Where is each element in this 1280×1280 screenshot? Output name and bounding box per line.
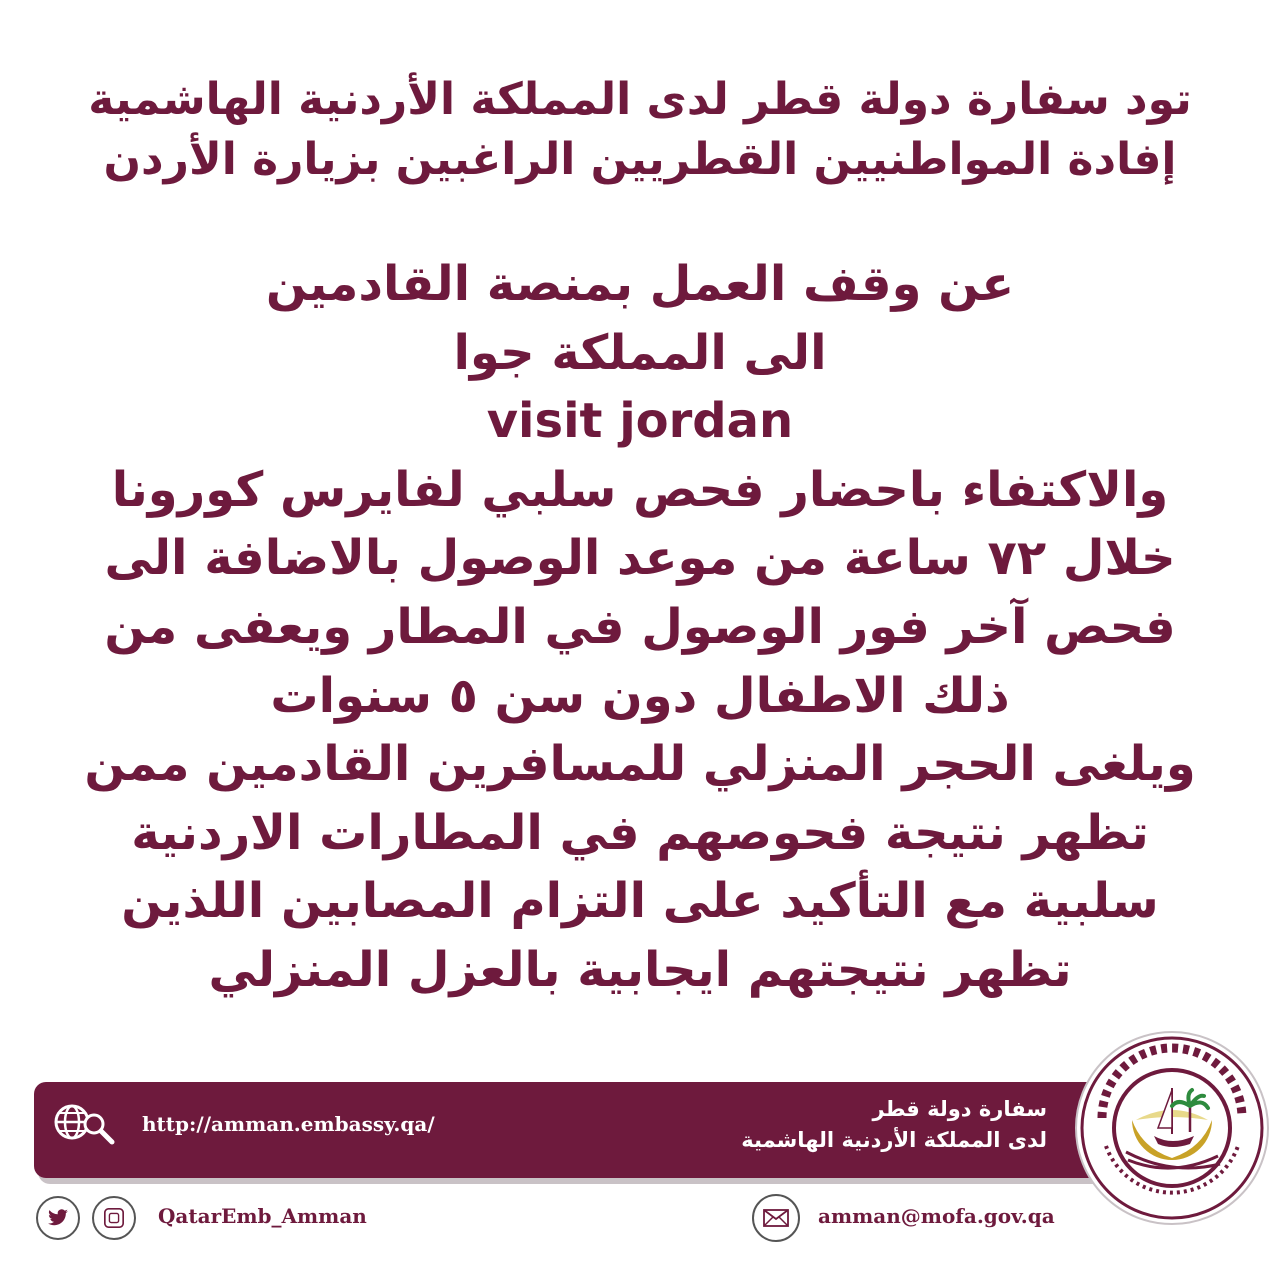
body-line: خلال ٧٢ ساعة من موعد الوصول بالاضافة الى [104, 530, 1176, 587]
body-line: سلبية مع التأكيد على التزام المصابين اللذين [121, 873, 1159, 930]
body-line-visit-jordan: visit jordan [486, 393, 794, 450]
body-line: والاكتفاء باحضار فحص سلبي لفايرس كورونا [111, 461, 1169, 518]
social-handle[interactable]: QatarEmb_Amman [158, 1204, 367, 1228]
body-line: تظهر نتيجة فحوصهم في المطارات الاردنية [131, 804, 1149, 861]
embassy-name-line-2: لدى المملكة الأردنية الهاشمية [741, 1128, 1047, 1152]
headline-line-1: تود سفارة دولة قطر لدى المملكة الأردنية الهاشمية [88, 74, 1192, 125]
twitter-icon[interactable] [36, 1196, 80, 1240]
embassy-name [627, 1094, 1047, 1156]
body-line: ذلك الاطفال دون سن ٥ سنوات [270, 667, 1010, 724]
envelope-icon[interactable] [752, 1194, 800, 1242]
headline-line-2: إفادة المواطنيين القطريين الراغبين بزيارة الأردن [103, 134, 1177, 185]
website-link[interactable]: http://amman.embassy.qa/ [142, 1112, 435, 1136]
body-line: عن وقف العمل بمنصة القادمين [265, 256, 1015, 312]
headline [0, 70, 1280, 190]
instagram-icon[interactable] [92, 1196, 136, 1240]
embassy-seal-logo [1072, 1028, 1272, 1228]
body-line: فحص آخر فور الوصول في المطار ويعفى من [104, 598, 1176, 655]
body-line: تظهر نتيجتهم ايجابية بالعزل المنزلي [208, 941, 1072, 998]
announcement-body [0, 250, 1280, 1005]
email-link[interactable]: amman@mofa.gov.qa [818, 1204, 1055, 1228]
embassy-name-line-1: سفارة دولة قطر [872, 1097, 1047, 1121]
body-line: الى المملكة جوا [453, 324, 827, 381]
body-line: ويلغى الحجر المنزلي للمسافرين القادمين ممن [84, 736, 1196, 793]
globe-search-icon [50, 1100, 120, 1150]
